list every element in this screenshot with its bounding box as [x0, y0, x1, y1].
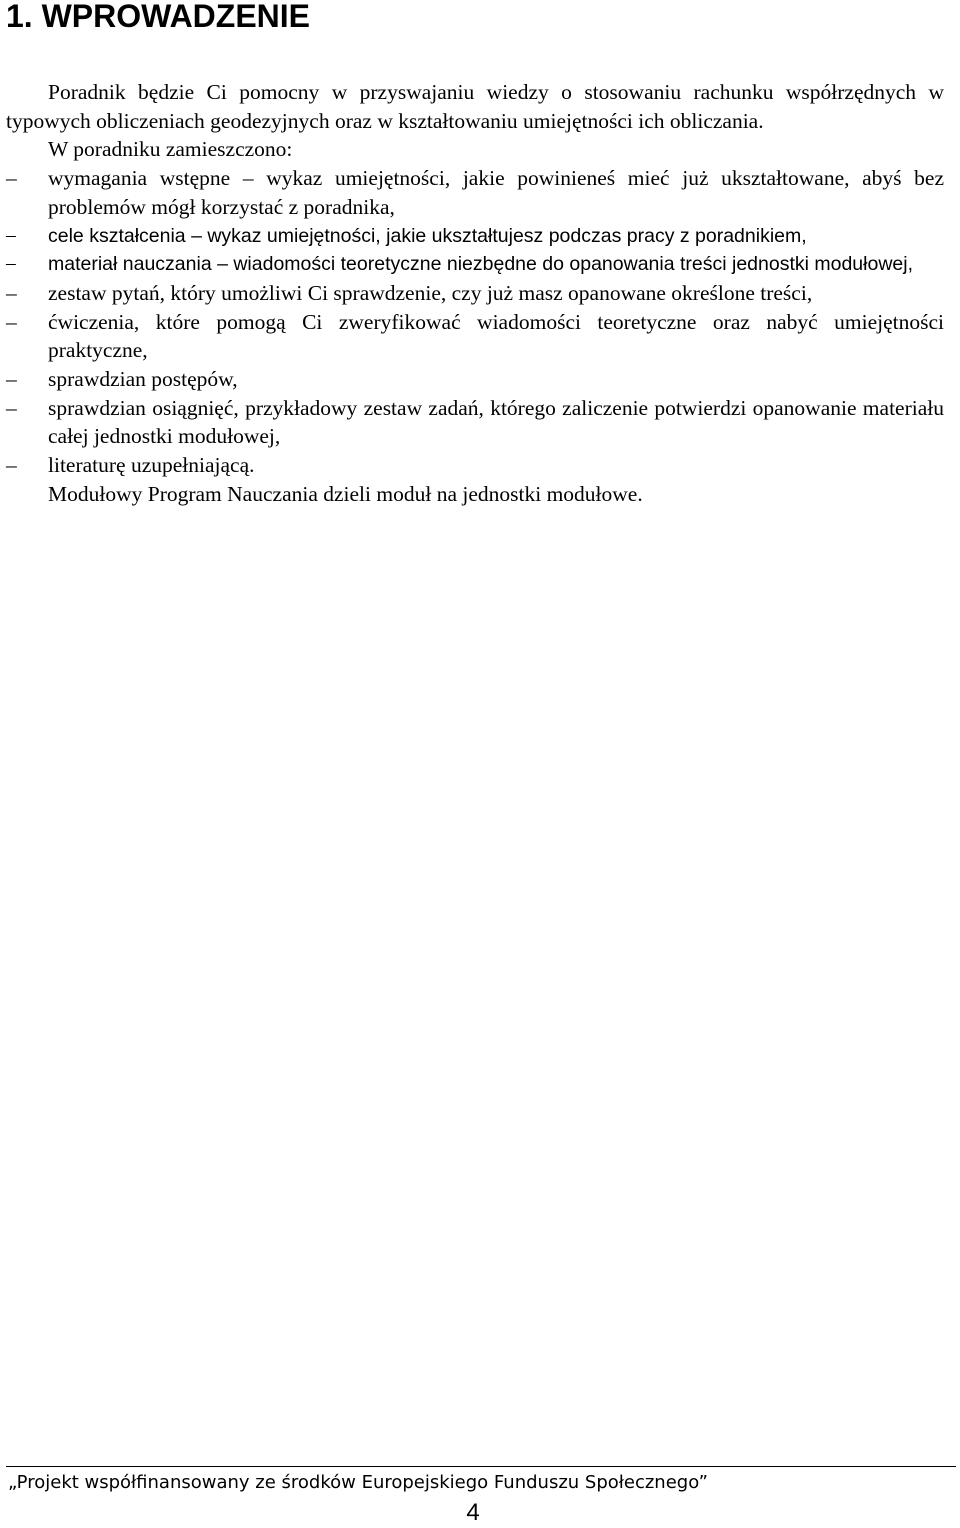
list-item-text: zestaw pytań, który umożliwi Ci sprawdzenie, czy już masz opanowane określone treści,	[48, 280, 813, 305]
list-item	[6, 222, 944, 251]
main-content	[6, 78, 944, 509]
list-item-text: cele kształcenia – wykaz umiejętności, jakie ukształtujesz podczas pracy z poradnikiem,	[48, 224, 807, 247]
page-number: 4	[466, 1499, 480, 1526]
footer-funding-note: „Projekt współfinansowany ze środków Europejskiego Funduszu Społecznego”	[8, 1472, 708, 1493]
list-item	[6, 250, 944, 279]
intro-paragraph: Poradnik będzie Ci pomocny w przyswajaniu wiedzy o stosowaniu rachunku współrzędnych w typowych obliczeniach geodezyjnych oraz w kształtowaniu umiejętności ich obliczania.	[6, 80, 944, 133]
contents-list	[6, 164, 944, 480]
list-item	[6, 279, 944, 308]
list-item	[6, 308, 944, 365]
list-item-text: ćwiczenia, które pomogą Ci zweryfikować wiadomości teoretyczne oraz nabyć umiejętności praktyczne,	[48, 309, 944, 363]
list-item-text: literaturę uzupełniającą.	[48, 453, 255, 478]
section-heading: 1. WPROWADZENIE	[6, 0, 311, 34]
list-item	[6, 394, 944, 451]
list-dash: –	[6, 253, 16, 275]
list-dash: –	[6, 309, 17, 334]
list-item-text: materiał nauczania – wiadomości teoretyczne niezbędne do opanowania treści jednostki modułowej,	[48, 253, 913, 276]
list-dash: –	[6, 166, 17, 191]
list-dash: –	[6, 280, 17, 305]
list-dash: –	[6, 367, 17, 392]
list-dash: –	[6, 224, 16, 246]
list-item	[6, 365, 944, 394]
list-item	[6, 164, 944, 221]
list-dash: –	[6, 453, 17, 478]
list-item-text: sprawdzian osiągnięć, przykładowy zestaw zadań, którego zaliczenie potwierdzi opanowanie materiału całej jednostki modułowej,	[48, 395, 944, 449]
list-dash: –	[6, 395, 17, 420]
closing-paragraph: Modułowy Program Nauczania dzieli moduł na jednostki modułowe.	[48, 481, 643, 506]
contents-intro: W poradniku zamieszczono:	[48, 137, 293, 162]
list-item-text: sprawdzian postępów,	[48, 367, 238, 392]
footer-divider	[6, 1466, 956, 1467]
list-item	[6, 451, 944, 480]
list-item-text: wymagania wstępne – wykaz umiejętności, jakie powinieneś mieć już ukształtowane, abyś bez problemów mógł korzystać z poradnika,	[48, 166, 944, 219]
